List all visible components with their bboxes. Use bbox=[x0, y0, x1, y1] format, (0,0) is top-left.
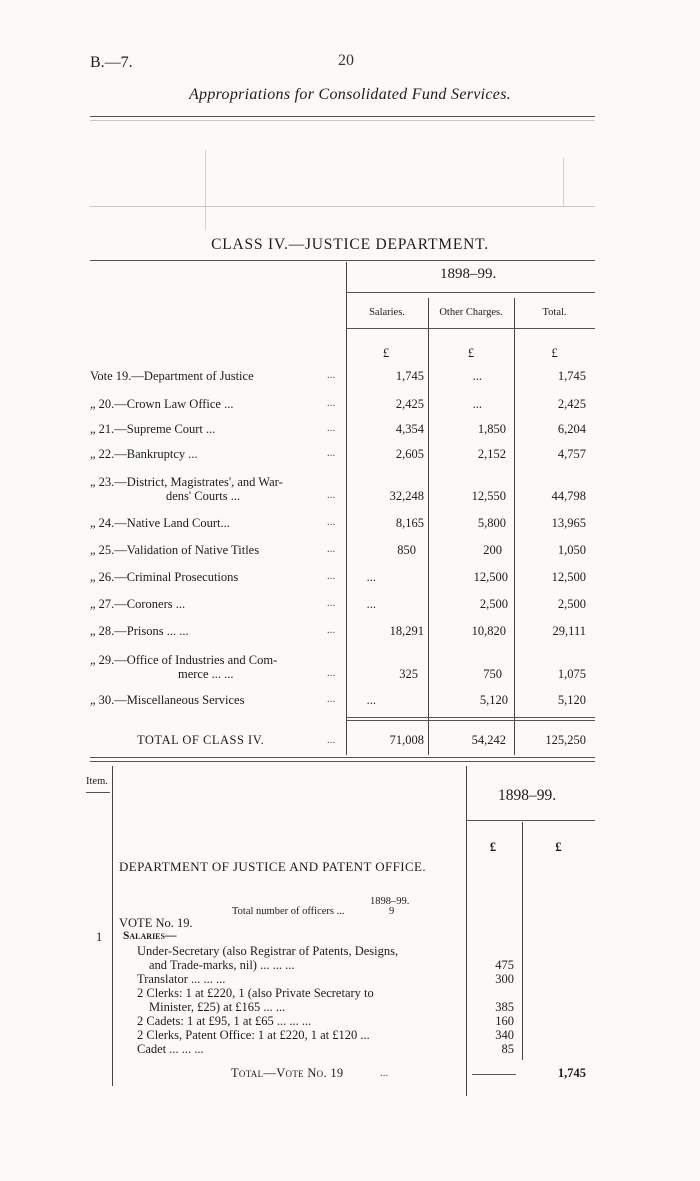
row-total: 4,757 bbox=[557, 447, 586, 461]
row-other: 1,850 bbox=[477, 422, 506, 436]
row-salaries: ... bbox=[366, 570, 376, 584]
vote-total-dots: ... bbox=[380, 1067, 389, 1079]
row-label-continued: dens' Courts ... bbox=[166, 489, 241, 503]
row-salaries: 2,605 bbox=[395, 447, 424, 461]
page-heading: Appropriations for Consolidated Fund Services. bbox=[188, 86, 512, 103]
vote-line-amount: 85 bbox=[501, 1042, 514, 1056]
row-label: „ 25.—Validation of Native Titles bbox=[90, 543, 260, 557]
department-title: DEPARTMENT OF JUSTICE AND PATENT OFFICE. bbox=[119, 859, 427, 874]
row-dots: ... bbox=[327, 570, 336, 582]
row-salaries: ... bbox=[366, 597, 376, 611]
row-label: „ 24.—Native Land Court... bbox=[90, 516, 230, 530]
row-total: 2,500 bbox=[557, 597, 586, 611]
table-bottom-rule-double bbox=[90, 761, 595, 762]
bleed-mark bbox=[205, 150, 206, 230]
row-label: „ 30.—Miscellaneous Services bbox=[90, 693, 245, 707]
page-number: 20 bbox=[338, 52, 354, 69]
header-rule bbox=[90, 116, 595, 117]
row-salaries: 18,291 bbox=[389, 624, 424, 638]
row-salaries: 2,425 bbox=[395, 397, 424, 411]
row-label: „ 21.—Supreme Court ... bbox=[90, 422, 216, 436]
row-total: 1,075 bbox=[557, 667, 586, 681]
row-other: 12,550 bbox=[471, 489, 506, 503]
row-salaries: 32,248 bbox=[389, 489, 424, 503]
row-label: „ 23.—District, Magistrates', and War- bbox=[90, 475, 283, 489]
total-rule-double bbox=[346, 720, 595, 721]
column-header-total: Total. bbox=[542, 307, 567, 318]
vote-label: VOTE No. 19. bbox=[119, 916, 193, 930]
total-rule bbox=[346, 717, 595, 718]
officers-label: Total number of officers ... bbox=[232, 906, 345, 917]
vote-line-amount: 385 bbox=[495, 1000, 514, 1014]
row-other: 200 bbox=[483, 543, 502, 557]
header-bottom-rule bbox=[346, 328, 595, 329]
row-label: „ 26.—Criminal Prosecutions bbox=[90, 570, 239, 584]
row-label: „ 29.—Office of Industries and Com- bbox=[90, 653, 278, 667]
vote-line-text: 2 Clerks, Patent Office: 1 at £220, 1 at £120 ... bbox=[137, 1028, 370, 1042]
row-other: 2,152 bbox=[477, 447, 506, 461]
row-other: ... bbox=[472, 397, 482, 411]
row-salaries: 8,165 bbox=[395, 516, 424, 530]
table-top-rule bbox=[90, 260, 595, 261]
bleed-mark bbox=[563, 158, 564, 206]
vote-line-amount: 475 bbox=[495, 958, 514, 972]
vote-year-rule bbox=[466, 820, 595, 821]
row-dots: ... bbox=[327, 397, 336, 409]
row-other: 5,120 bbox=[479, 693, 508, 707]
row-dots: ... bbox=[327, 369, 336, 381]
row-total: 6,204 bbox=[557, 422, 586, 436]
vote-line-amount: 160 bbox=[495, 1014, 514, 1028]
row-dots: ... bbox=[327, 667, 336, 679]
total-salaries: 71,008 bbox=[389, 733, 424, 747]
vote-total-amount: 1,745 bbox=[557, 1066, 586, 1080]
vote-line-text: Cadet ... ... ... bbox=[137, 1042, 204, 1056]
officers-year: 1898–99. bbox=[370, 896, 410, 907]
row-other: ... bbox=[472, 369, 482, 383]
bleed-rule bbox=[90, 206, 595, 207]
row-label: „ 22.—Bankruptcy ... bbox=[90, 447, 198, 461]
row-label: „ 27.—Coroners ... bbox=[90, 597, 186, 611]
row-dots: ... bbox=[327, 543, 336, 555]
row-total: 1,050 bbox=[557, 543, 586, 557]
vote-line-text: and Trade-marks, nil) ... ... ... bbox=[149, 958, 295, 972]
row-total: 29,111 bbox=[552, 624, 586, 638]
vote-line-text: 2 Clerks: 1 at £220, 1 (also Private Secretary to bbox=[137, 986, 374, 1000]
row-dots: ... bbox=[327, 597, 336, 609]
row-salaries: 850 bbox=[397, 543, 416, 557]
total-dots: ... bbox=[327, 734, 336, 746]
row-salaries: 325 bbox=[399, 667, 418, 681]
total-other: 54,242 bbox=[471, 733, 506, 747]
row-dots: ... bbox=[327, 422, 336, 434]
row-salaries: 4,354 bbox=[395, 422, 424, 436]
row-label-continued: merce ... ... bbox=[178, 667, 234, 681]
vote-year-heading: 1898–99. bbox=[498, 787, 557, 804]
page-reference: B.—7. bbox=[90, 54, 133, 71]
row-other: 5,800 bbox=[477, 516, 506, 530]
item-header: Item. bbox=[86, 776, 108, 787]
total-label: TOTAL OF CLASS IV. bbox=[137, 733, 265, 747]
item-column-divider bbox=[112, 766, 113, 1086]
row-total: 13,965 bbox=[551, 516, 586, 530]
row-total: 1,745 bbox=[557, 369, 586, 383]
item-header-rule bbox=[86, 792, 110, 793]
row-dots: ... bbox=[327, 693, 336, 705]
subtotal-rule bbox=[472, 1074, 516, 1075]
header-rule-faint bbox=[90, 120, 595, 121]
year-heading: 1898–99. bbox=[440, 266, 497, 282]
row-total: 2,425 bbox=[557, 397, 586, 411]
currency-salaries: £ bbox=[382, 346, 390, 360]
class-title: CLASS IV.—JUSTICE DEPARTMENT. bbox=[211, 236, 489, 253]
row-other: 750 bbox=[483, 667, 502, 681]
vote-line-text: 2 Cadets: 1 at £95, 1 at £65 ... ... ... bbox=[137, 1014, 312, 1028]
vote-line-text: Under-Secretary (also Registrar of Patents, Designs, bbox=[137, 944, 399, 958]
vote-line-text: Translator ... ... ... bbox=[137, 972, 226, 986]
row-dots: ... bbox=[327, 489, 336, 501]
row-dots: ... bbox=[327, 516, 336, 528]
row-dots: ... bbox=[327, 624, 336, 636]
column-header-other-charges: Other Charges. bbox=[439, 307, 503, 318]
officers-count: 9 bbox=[389, 906, 395, 917]
row-salaries: ... bbox=[366, 693, 376, 707]
item-number: 1 bbox=[96, 930, 103, 944]
row-other: 2,500 bbox=[479, 597, 508, 611]
vote-line-text: Minister, £25) at £165 ... ... bbox=[149, 1000, 286, 1014]
row-salaries: 1,745 bbox=[395, 369, 424, 383]
salaries-label: Salaries— bbox=[123, 930, 177, 942]
table-bottom-rule bbox=[90, 757, 595, 758]
vote-currency-2: £ bbox=[555, 840, 562, 854]
total-total: 125,250 bbox=[545, 733, 586, 747]
row-label: „ 20.—Crown Law Office ... bbox=[90, 397, 234, 411]
row-total: 44,798 bbox=[551, 489, 586, 503]
amount-subcolumn-divider bbox=[522, 822, 523, 1060]
row-label: Vote 19.—Department of Justice bbox=[90, 369, 254, 383]
currency-total: £ bbox=[551, 346, 558, 360]
vote-currency-1: £ bbox=[489, 840, 497, 854]
vote-line-amount: 300 bbox=[495, 972, 514, 986]
column-header-salaries: Salaries. bbox=[369, 307, 405, 318]
row-dots: ... bbox=[327, 447, 336, 459]
row-other: 10,820 bbox=[471, 624, 506, 638]
row-total: 12,500 bbox=[551, 570, 586, 584]
row-label: „ 28.—Prisons ... ... bbox=[90, 624, 189, 638]
year-rule bbox=[346, 292, 595, 293]
row-total: 5,120 bbox=[557, 693, 586, 707]
vote-total-label: Total—Vote No. 19 bbox=[231, 1066, 344, 1080]
row-other: 12,500 bbox=[473, 570, 508, 584]
vote-line-amount: 340 bbox=[495, 1028, 514, 1042]
currency-other: £ bbox=[467, 346, 475, 360]
